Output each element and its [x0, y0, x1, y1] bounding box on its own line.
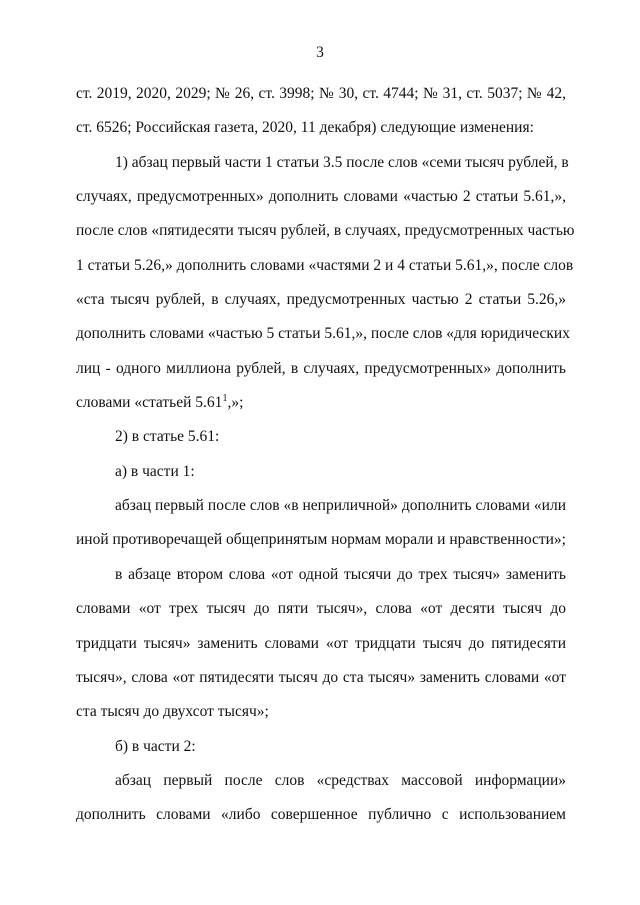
text-line-content: словами «статьей 5.61	[76, 394, 223, 412]
text-line-content: тридцати тысяч» заменить словами «от тридцати тысяч до пятидесяти	[76, 634, 566, 652]
text-line	[76, 290, 566, 324]
text-line	[76, 256, 574, 290]
text-line	[76, 530, 566, 564]
text-line-content: 2) в статье 5.61:	[115, 428, 220, 446]
text-line-content: тысяч», слова «от пятидесяти тысяч до ста тысяч» заменить словами «от	[76, 668, 566, 686]
text-line	[76, 462, 566, 496]
text-line-content: абзац первый после слов «средствах массовой информации»	[115, 771, 566, 789]
text-line	[76, 668, 566, 702]
text-line	[76, 393, 566, 427]
text-line	[76, 496, 566, 530]
text-line-content: а) в части 1:	[115, 462, 195, 480]
text-line-content: ст. 6526; Российская газета, 2020, 11 декабря) следующие изменения:	[76, 119, 534, 137]
text-line-content: абзац первый после слов «в неприличной» дополнить словами «или	[115, 497, 566, 515]
text-line-content: в абзаце втором слова «от одной тысячи до трех тысяч» заменить	[115, 565, 566, 583]
text-line-content: ст. 2019, 2020, 2029; № 26, ст. 3998; № 30, ст. 4744; № 31, ст. 5037; № 42,	[76, 85, 566, 102]
text-line	[76, 84, 566, 118]
text-line-content: б) в части 2:	[115, 737, 196, 755]
text-line-content: «ста тысяч рублей, в случаях, предусмотренных частью 2 статьи 5.26,»	[76, 291, 566, 309]
text-line	[76, 324, 570, 358]
text-line-content: лиц - одного миллиона рублей, в случаях, предусмотренных» дополнить	[76, 359, 566, 377]
text-line	[76, 565, 566, 599]
text-line	[76, 187, 566, 221]
text-line-content: дополнить словами «либо совершенное публично с использованием	[76, 806, 566, 824]
text-line	[76, 427, 566, 461]
text-line-content: иной противоречащей общепринятым нормам морали и нравственности»;	[76, 531, 566, 549]
text-line	[76, 599, 566, 633]
text-line	[76, 805, 566, 839]
superscript: 1	[222, 393, 228, 405]
page-number: 3	[316, 44, 324, 61]
text-line	[76, 359, 566, 393]
text-line-content: 1) абзац первый части 1 статьи 3.5 после слов «семи тысяч рублей, в	[115, 153, 569, 171]
text-line	[76, 771, 566, 805]
text-line	[76, 221, 575, 255]
text-line-content: ста тысяч до двухсот тысяч»;	[76, 703, 269, 721]
text-line	[76, 702, 566, 736]
document-body	[76, 84, 575, 840]
text-line-suffix: ,»;	[227, 394, 244, 412]
text-line	[76, 118, 566, 152]
text-line-content: случаях, предусмотренных» дополнить словами «частью 2 статьи 5.61,»,	[76, 188, 566, 206]
text-line-content: после слов «пятидесяти тысяч рублей, в случаях, предусмотренных частью	[76, 222, 575, 240]
text-line	[76, 634, 566, 668]
text-line-content: 1 статьи 5.26,» дополнить словами «частями 2 и 4 статьи 5.61,», после слов	[76, 256, 574, 274]
text-line-content: словами «от трех тысяч до пяти тысяч», слова «от десяти тысяч до	[76, 600, 566, 618]
text-line	[76, 153, 569, 187]
text-line	[76, 737, 566, 771]
text-line-content: дополнить словами «частью 5 статьи 5.61,», после слов «для юридических	[76, 325, 570, 343]
